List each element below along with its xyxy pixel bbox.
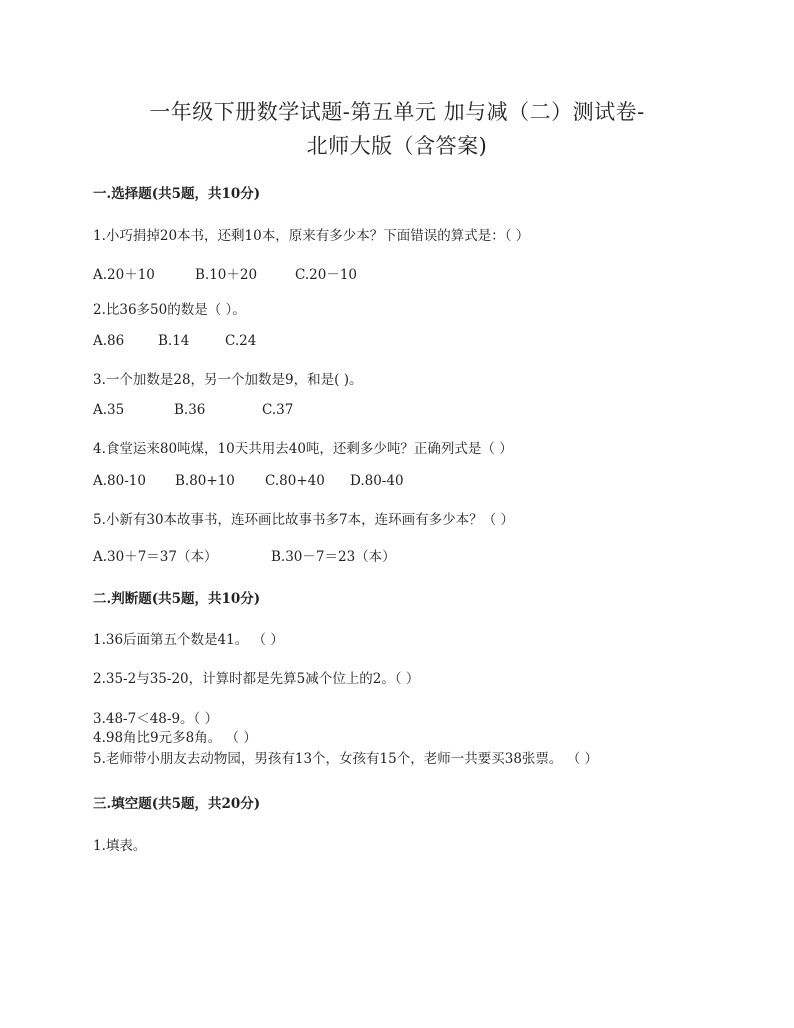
question-text: 3.一个加数是28，另一个加数是9，和是( )。: [93, 372, 363, 388]
option-c: C.80+40: [265, 473, 325, 489]
question-text: 2.35-2与35-20，计算时都是先算5减个位上的2。（ ）: [93, 671, 420, 687]
option-c: C.37: [262, 402, 294, 418]
question-text: 4.食堂运来80吨煤，10天共用去40吨，还剩多少吨？正确列式是（ ）: [93, 441, 513, 457]
option-a: A.35: [93, 402, 125, 418]
option-a: A.86: [93, 333, 125, 349]
option-a: A.30＋7＝37（本）: [93, 549, 218, 565]
question-text: 1.36后面第五个数是41。 （ ）: [93, 632, 284, 648]
question-text: 5.老师带小朋友去动物园，男孩有13个，女孩有15个，老师一共要买38张票。 （ ）: [93, 751, 598, 767]
option-d: D.80-40: [350, 473, 404, 489]
question-text: 3.48-7＜48-9。（ ）: [93, 711, 219, 727]
section-heading-judgement: 二.判断题(共5题，共10分): [93, 591, 261, 607]
option-b: B.80+10: [175, 473, 235, 489]
section-heading-fill-in: 三.填空题(共5题，共20分): [93, 796, 261, 812]
page-title-line-2: 北师大版（含答案): [306, 134, 488, 158]
question-options: [93, 545, 396, 565]
page-title-line-1: 一年级下册数学试题-第五单元 加与减（二）测试卷-: [149, 100, 645, 124]
option-c: C.24: [225, 333, 257, 349]
question-text: 4.98角比9元多8角。 （ ）: [93, 730, 257, 746]
question-options: [93, 333, 256, 349]
question-text: 2.比36多50的数是（ ）。: [93, 302, 246, 318]
option-a: A.80-10: [93, 473, 146, 489]
section-heading-choice: 一.选择题(共5题，共10分): [93, 186, 261, 202]
option-b: B.36: [174, 402, 206, 418]
option-c: C.20－10: [295, 267, 357, 283]
question-text: 1.填表。: [93, 838, 147, 854]
question-options: [93, 402, 293, 418]
option-b: B.30－7＝23（本）: [271, 549, 396, 565]
question-text: 5.小新有30本故事书，连环画比故事书多7本，连环画有多少本？（ ）: [93, 512, 514, 528]
question-text: 1.小巧捐掉20本书，还剩10本，原来有多少本？下面错误的算式是：（ ）: [93, 228, 530, 244]
question-options: [93, 473, 404, 489]
option-b: B.14: [158, 333, 190, 349]
option-b: B.10＋20: [195, 267, 258, 283]
question-options: [93, 263, 357, 283]
option-a: A.20＋10: [93, 267, 155, 283]
